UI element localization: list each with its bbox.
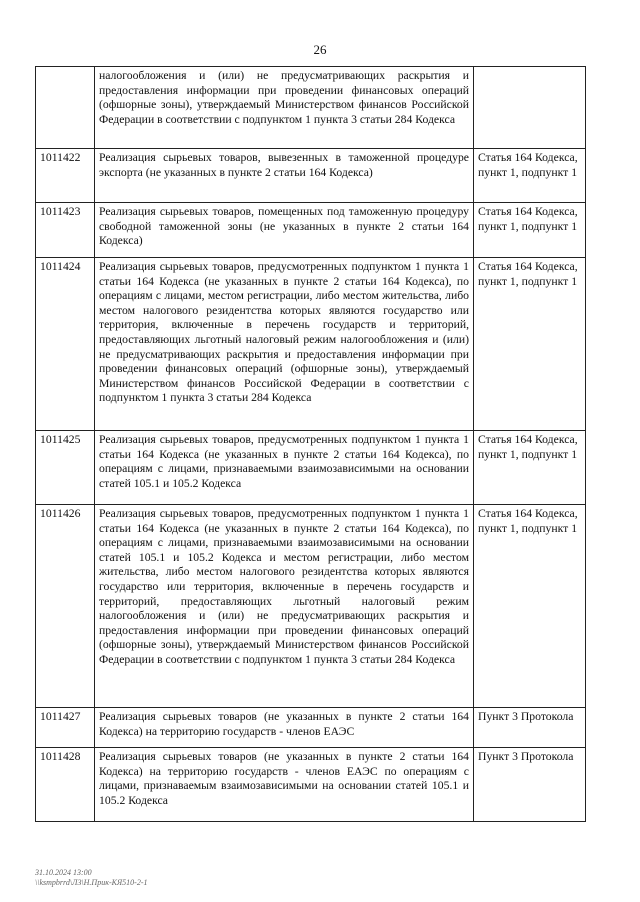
code-cell: 1011423 xyxy=(36,203,95,258)
code-cell: 1011428 xyxy=(36,748,95,822)
table-row xyxy=(36,505,586,708)
reference-cell: Статья 164 Кодекса, пункт 1, подпункт 1 xyxy=(474,149,586,203)
table-row xyxy=(36,67,586,149)
footer-file-path: \\ksmpbrrd\ЛЗ\Н.Прик-КЯ510-2-1 xyxy=(35,878,148,887)
document-footer xyxy=(35,868,148,888)
description-cell: Реализация сырьевых товаров, предусмотренных подпунктом 1 пункта 1 статьи 164 Кодекса (не указанных в пункте 2 статьи 164 Кодекса), по операциям с лицами, признаваемыми взаимозависимыми на основании статей 105.1 и 105.2 Кодекса xyxy=(95,431,474,505)
table-row xyxy=(36,748,586,822)
table-row xyxy=(36,708,586,748)
code-cell: 1011426 xyxy=(36,505,95,708)
table-row xyxy=(36,431,586,505)
code-cell: 1011425 xyxy=(36,431,95,505)
description-cell: Реализация сырьевых товаров, помещенных под таможенную процедуру свободной таможенной зоны (не указанных в пункте 2 статьи 164 Кодекса) xyxy=(95,203,474,258)
codes-table xyxy=(35,66,586,822)
description-cell: Реализация сырьевых товаров (не указанных в пункте 2 статьи 164 Кодекса) на территорию государств - членов ЕАЭС по операциям с лицами, признаваемым взаимозависимыми на основании статей 105.1 и 105.2 Кодекса xyxy=(95,748,474,822)
description-cell: Реализация сырьевых товаров, предусмотренных подпунктом 1 пункта 1 статьи 164 Кодекса (не указанных в пункте 2 статьи 164 Кодекса), по операциям с лицами, местом регистрации, либо местом жительства, либо местом налогового резидентства которых являются государство или территория, включенные в перечень государств и территорий, предоставляющих льготный налоговый режим налогообложения и (или) не предусматривающих раскрытия и предоставления информации при проведении финансовых операций (офшорные зоны), утверждаемый Министерством финансов Российской Федерации в соответствии с подпунктом 1 пункта 3 статьи 284 Кодекса xyxy=(95,258,474,431)
reference-cell: Пункт 3 Протокола xyxy=(474,708,586,748)
description-cell: Реализация сырьевых товаров, предусмотренных подпунктом 1 пункта 1 статьи 164 Кодекса (не указанных в пункте 2 статьи 164 Кодекса), по операциям с лицами, признаваемыми взаимозависимыми на основании статей 105.1 и 105.2 Кодекса и местом регистрации, либо местом жительства, либо местом налогового резидентства которых являются государство или территория, включенные в перечень государств и территорий, предоставляющих льготный налоговый режим налогообложения и (или) не предусматривающих раскрытия и предоставления информации при проведении финансовых операций (офшорные зоны), утверждаемый Министерством финансов Российской Федерации в соответствии с подпунктом 1 пункта 3 статьи 284 Кодекса xyxy=(95,505,474,708)
description-cell: налогообложения и (или) не предусматривающих раскрытия и предоставления информации при проведении финансовых операций (офшорные зоны), утверждаемый Министерством финансов Российской Федерации в соответствии с подпунктом 1 пункта 3 статьи 284 Кодекса xyxy=(95,67,474,149)
reference-cell xyxy=(474,67,586,149)
description-cell: Реализация сырьевых товаров (не указанных в пункте 2 статьи 164 Кодекса) на территорию государств - членов ЕАЭС xyxy=(95,708,474,748)
table-row xyxy=(36,258,586,431)
code-cell: 1011424 xyxy=(36,258,95,431)
table-row xyxy=(36,203,586,258)
code-cell: 1011427 xyxy=(36,708,95,748)
reference-cell: Статья 164 Кодекса, пункт 1, подпункт 1 xyxy=(474,203,586,258)
reference-cell: Статья 164 Кодекса, пункт 1, подпункт 1 xyxy=(474,258,586,431)
footer-timestamp: 31.10.2024 13:00 xyxy=(35,868,92,877)
description-cell: Реализация сырьевых товаров, вывезенных в таможенной процедуре экспорта (не указанных в пункте 2 статьи 164 Кодекса) xyxy=(95,149,474,203)
code-cell: 1011422 xyxy=(36,149,95,203)
reference-cell: Пункт 3 Протокола xyxy=(474,748,586,822)
table-row xyxy=(36,149,586,203)
reference-cell: Статья 164 Кодекса, пункт 1, подпункт 1 xyxy=(474,431,586,505)
reference-cell: Статья 164 Кодекса, пункт 1, подпункт 1 xyxy=(474,505,586,708)
code-cell xyxy=(36,67,95,149)
page-number: 26 xyxy=(313,42,327,57)
